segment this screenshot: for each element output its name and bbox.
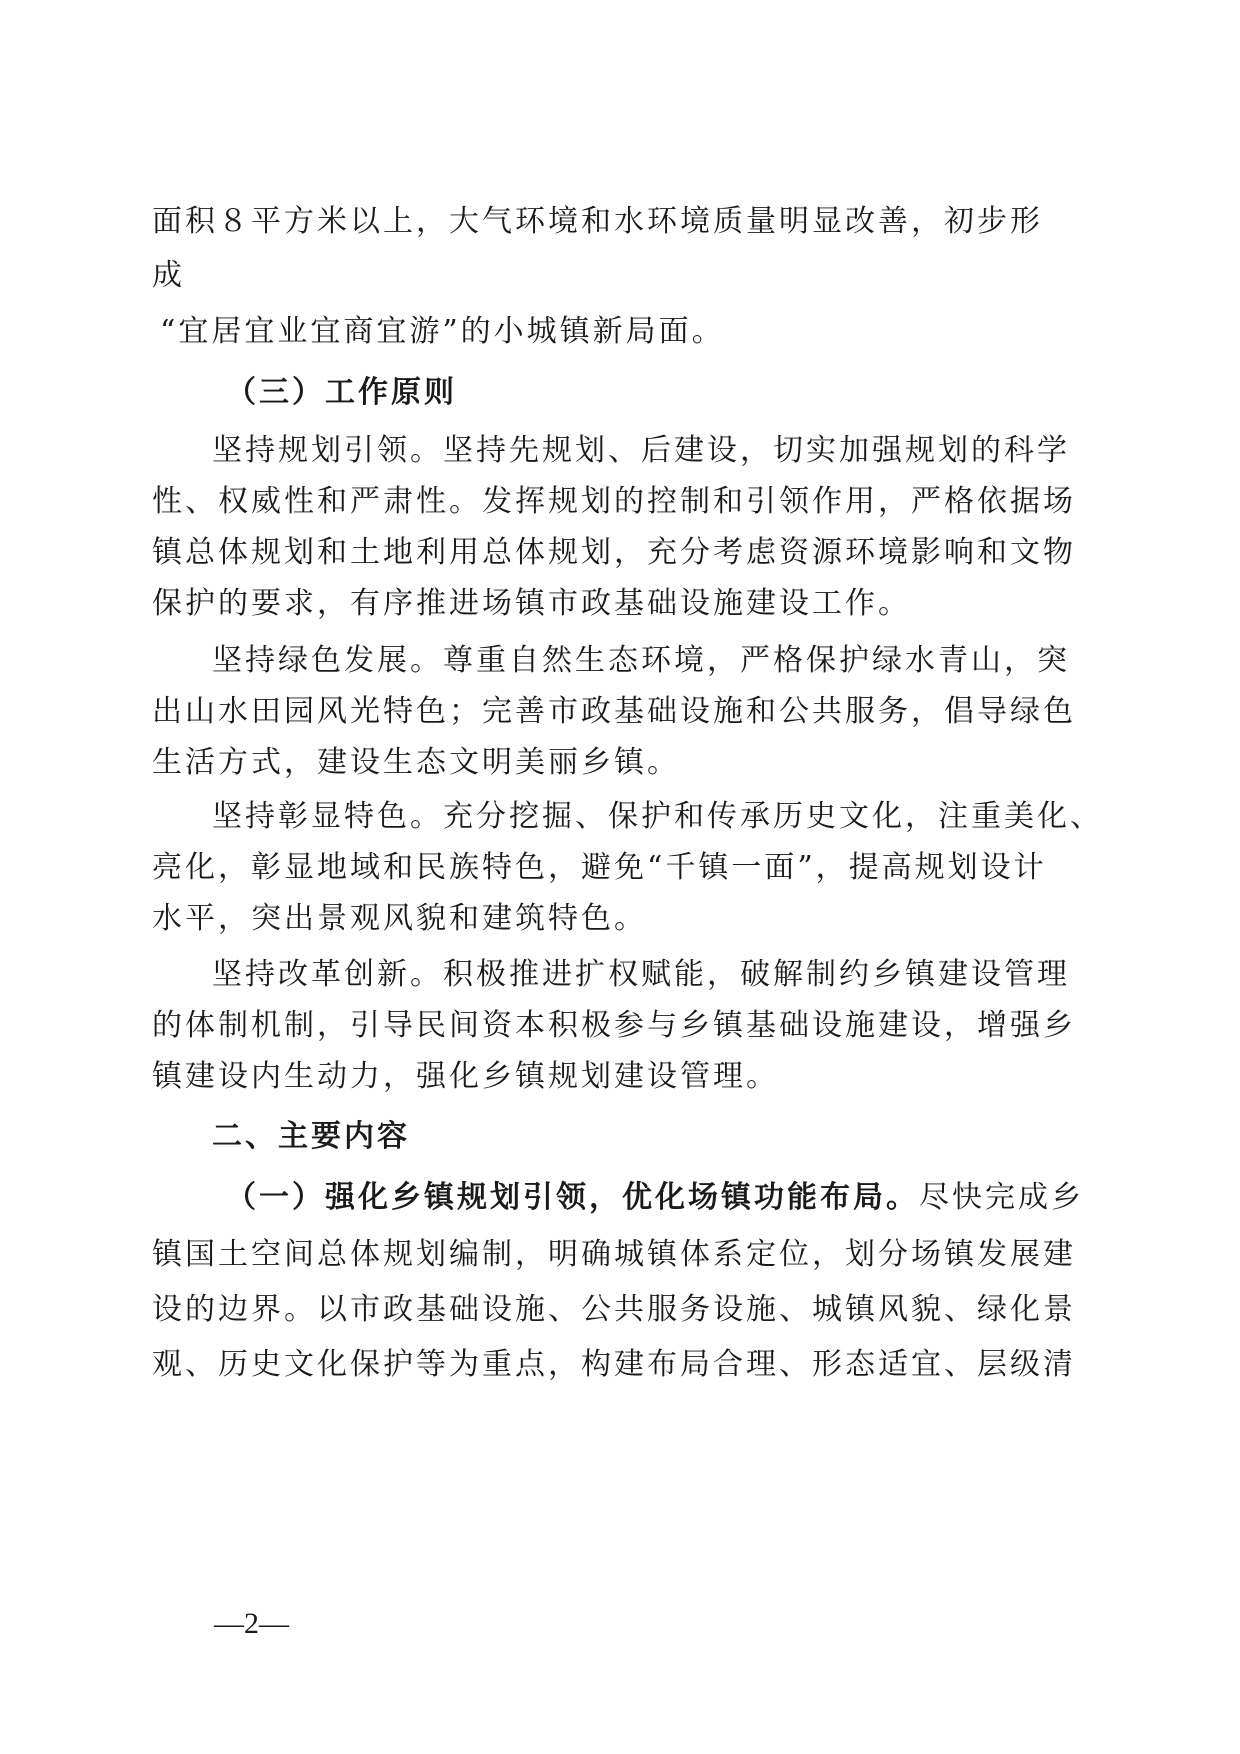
text-line: 镇总体规划和土地利用总体规划，充分考虑资源环境影响和文物 bbox=[152, 535, 1076, 570]
text-line: 的体制机制，引导民间资本积极参与乡镇基础设施建设，增强乡 bbox=[152, 1008, 1076, 1043]
text-line: 出山水田园风光特色；完善市政基础设施和公共服务，倡导绿色 bbox=[152, 694, 1076, 729]
text-line: 保护的要求，有序推进场镇市政基础设施建设工作。 bbox=[152, 586, 911, 621]
text-line: 坚持绿色发展。尊重自然生态环境，严格保护绿水青山，突 bbox=[212, 643, 1070, 678]
text-line: 水平，突出景观风貌和建筑特色。 bbox=[152, 901, 647, 936]
text-line: 生活方式，建设生态文明美丽乡镇。 bbox=[152, 745, 680, 780]
text-line: 设的边界。以市政基础设施、公共服务设施、城镇风貌、绿化景 bbox=[152, 1292, 1076, 1327]
text-line: 亮化，彰显地域和民族特色，避免“千镇一面”，提高规划设计 bbox=[152, 850, 1047, 885]
text-line: 观、历史文化保护等为重点，构建布局合理、形态适宜、层级清 bbox=[152, 1347, 1076, 1382]
text-line: “宜居宜业宜商宜游”的小城镇新局面。 bbox=[160, 314, 725, 349]
text-line: 坚持改革创新。积极推进扩权赋能，破解制约乡镇建设管理 bbox=[212, 957, 1070, 992]
text-line: 坚持彰显特色。充分挖掘、保护和传承历史文化，注重美化、 bbox=[212, 799, 1103, 834]
item-text: 尽快完成乡 bbox=[919, 1180, 1084, 1215]
text-line: 性、权威性和严肃性。发挥规划的控制和引领作用，严格依据场 bbox=[152, 484, 1076, 519]
text-line: 镇建设内生动力，强化乡镇规划建设管理。 bbox=[152, 1059, 779, 1094]
text-line: 坚持规划引领。坚持先规划、后建设，切实加强规划的科学 bbox=[212, 433, 1070, 468]
page-number: —2— bbox=[214, 1607, 289, 1640]
chapter-heading: 二、主要内容 bbox=[212, 1119, 410, 1154]
text-line: 成 bbox=[152, 258, 185, 293]
text-line bbox=[226, 1178, 1084, 1218]
section-heading: （三）工作原则 bbox=[226, 375, 457, 410]
text-line: 镇国土空间总体规划编制，明确城镇体系定位，划分场镇发展建 bbox=[152, 1237, 1076, 1272]
text-line: 面积８平方米以上，大气环境和水环境质量明显改善，初步形 bbox=[152, 204, 1043, 239]
item-lead: （一）强化乡镇规划引领，优化场镇功能布局。 bbox=[226, 1180, 919, 1215]
